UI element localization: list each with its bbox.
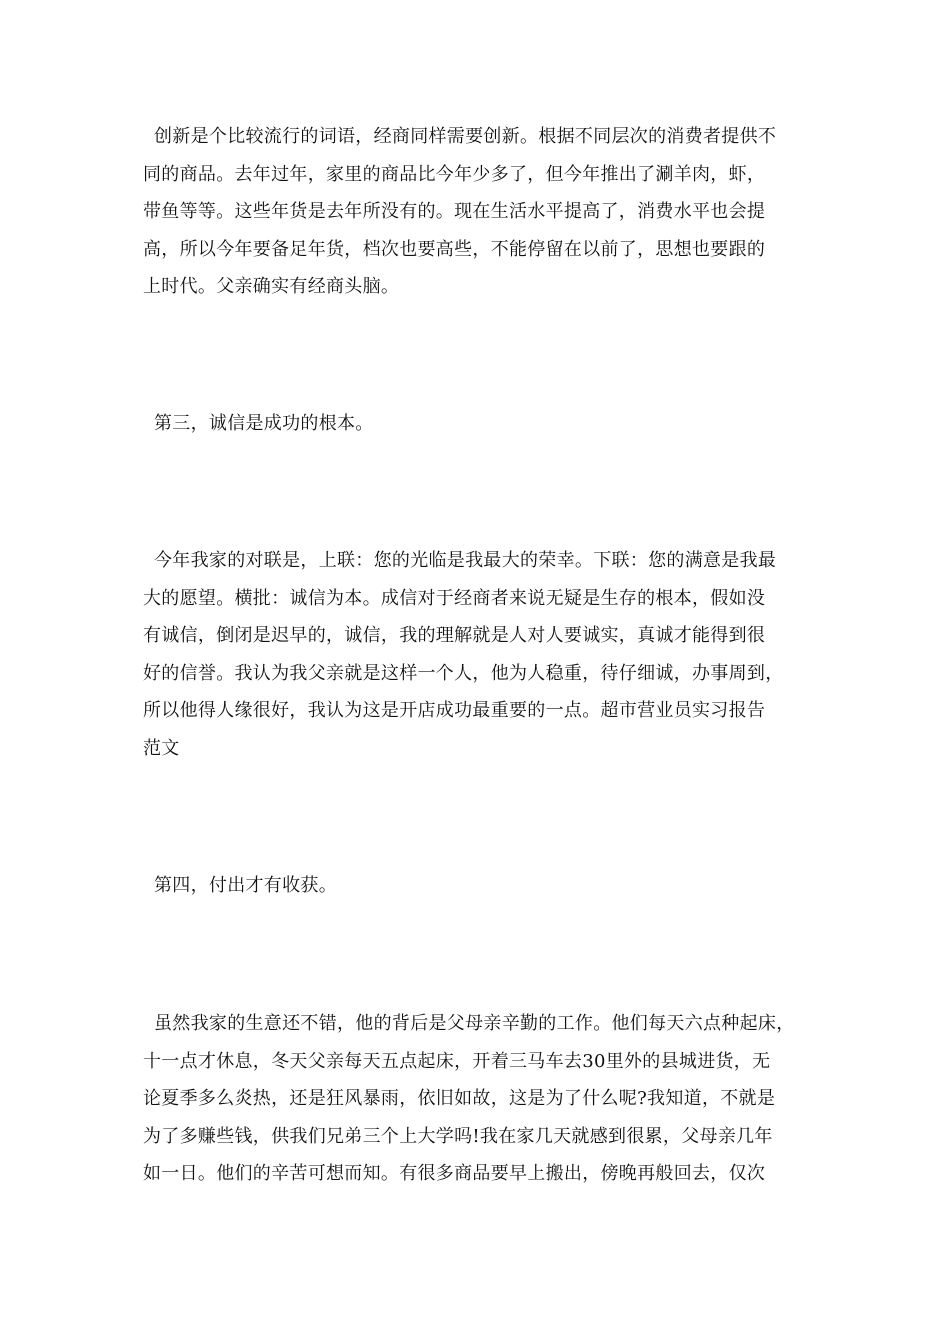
text-line: 高，所以今年要备足年货，档次也要高些，不能停留在以前了，思想也要跟的 [143, 238, 766, 260]
section-heading-4 [143, 867, 815, 905]
text-line: 带鱼等等。这些年货是去年所没有的。现在生活水平提高了，消费水平也会提 [143, 201, 766, 222]
heading-text: 第三，诚信是成功的根本。 [154, 413, 374, 434]
heading-text: 第四，付出才有收获。 [154, 875, 337, 896]
paragraph-innovation [143, 118, 815, 306]
text-line: 今年我家的对联是，上联：您的光临是我最大的荣幸。下联：您的满意是我最 [154, 550, 777, 571]
text-line: 十一点才休息，冬天父亲每天五点起床，开着三马车去30里外的县城进货，无 [143, 1050, 771, 1072]
text-line: 同的商品。去年过年，家里的商品比今年少多了，但今年推出了涮羊肉，虾， [143, 163, 766, 185]
paragraph-effort [143, 1005, 815, 1193]
text-line: 好的信誉。我认为我父亲就是这样一个人，他为人稳重，待仔细诚，办事周到， [143, 662, 784, 684]
text-line: 所以他得人缘很好，我认为这是开店成功最重要的一点。超市营业员实习报告 [143, 700, 766, 721]
section-heading-3 [143, 405, 815, 443]
text-line: 论夏季多么炎热，还是狂风暴雨，依旧如故，这是为了什么呢?我知道，不就是 [143, 1088, 776, 1109]
text-line: 大的愿望。横批：诚信为本。成信对于经商者来说无疑是生存的根本，假如没 [143, 587, 766, 609]
text-line: 上时代。父亲确实有经商头脑。 [143, 276, 400, 297]
text-line: 如一日。他们的辛苦可想而知。有很多商品要早上搬出，傍晚再般回去，仅次 [143, 1163, 766, 1184]
text-line: 范文 [143, 737, 180, 759]
paragraph-integrity [143, 542, 815, 767]
text-line: 虽然我家的生意还不错，他的背后是父母亲辛勤的工作。他们每天六点种起床， [154, 1013, 795, 1034]
text-line: 为了多赚些钱，供我们兄弟三个上大学吗!我在家几天就感到很累，父母亲几年 [143, 1125, 773, 1147]
text-line: 有诚信，倒闭是迟早的，诚信，我的理解就是人对人要诚实，真诚才能得到很 [143, 625, 766, 646]
text-line: 创新是个比较流行的词语，经商同样需要创新。根据不同层次的消费者提供不 [154, 126, 777, 147]
